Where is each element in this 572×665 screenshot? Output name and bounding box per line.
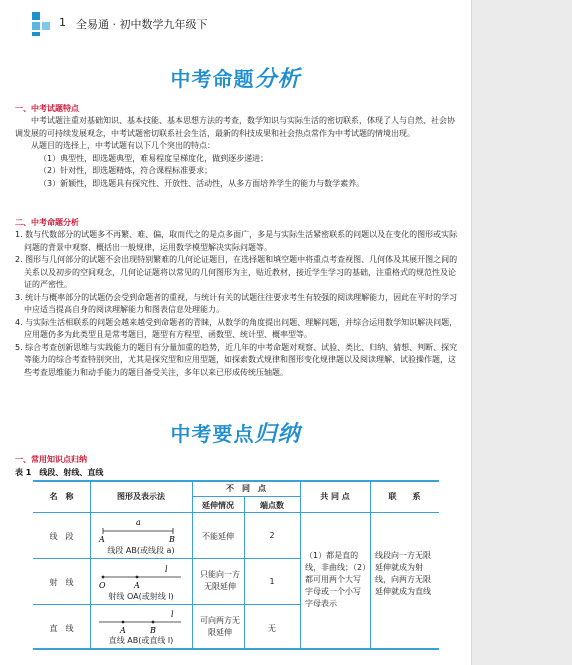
relation-text: 线段向一方无限延伸就成为射线，向两方无限延伸就成为直线 xyxy=(375,551,431,596)
header-endpoints: 端点数 xyxy=(260,501,284,510)
extend-ray: 只能向一方无限延伸 xyxy=(200,570,240,591)
list-item: （2）针对性，即选题精炼，符合课程标准要求； xyxy=(39,166,213,175)
svg-text:A: A xyxy=(99,535,105,543)
endpoints-line: 无 xyxy=(268,624,276,633)
svg-text:B: B xyxy=(150,626,156,634)
paragraph: 从题目的选择上，中考试题有以下几个突出的特点： xyxy=(31,141,215,150)
table-caption: 表 1 线段、射线、直线 xyxy=(15,468,104,477)
figure-caption-segment: 线段 AB(或线段 a) xyxy=(107,546,175,555)
svg-text:O: O xyxy=(99,581,106,589)
book-title: 全易通 · 初中数学九年级下 xyxy=(76,18,208,31)
extend-line: 可向两方无限延伸 xyxy=(200,616,240,637)
list-item: 4. 与实际生活相联系的问题会越来越受到命题者的青睐，从数学的角度提出问题、理解问题，并综合运用数学知识解决问题，应用题仍多为此类型且是常考题目，题型有方程型、函数型、统计型、概率型等。 xyxy=(15,317,458,339)
viewer-background xyxy=(472,0,572,665)
header-relation: 联 系 xyxy=(388,492,421,501)
page-header xyxy=(32,12,432,36)
header-figure: 图形及表示法 xyxy=(117,492,165,501)
header-logo-squares xyxy=(32,12,52,36)
figure-caption-ray: 射线 OA(或射线 l) xyxy=(108,592,174,601)
endpoints-segment: 2 xyxy=(269,531,275,540)
svg-text:A: A xyxy=(134,581,140,589)
svg-text:a: a xyxy=(136,518,141,527)
list-item: （3）新颖性，即选题具有探究性、开放性、活动性，从多方面培养学生的能力与数学素养。 xyxy=(39,178,365,188)
extend-segment: 不能延伸 xyxy=(202,532,234,541)
header-extend: 延伸情况 xyxy=(202,501,234,510)
ray-figure xyxy=(95,563,187,589)
list-item: 5. 综合考查创新思维与实践能力的题目有分量加重的趋势，近几年的中考命题对观察、试验、类比、归纳、猜想、判断、探究等能力的综合考查特别突出，尤其是探究型和应用型题，如探索数式规律和图形变化规律题以及阅读理解、试验操作题，这些考查思维能力和动手能力的题目备受关注，多年以来已形成传统压轴题。 xyxy=(15,342,458,377)
title-exam-analysis: 中考命题分析 xyxy=(170,67,301,92)
line-figure xyxy=(95,608,187,634)
comparison-table xyxy=(33,480,439,650)
common-points: （1）都是直的线，非曲线；（2）都可用两个大写字母或一个小写字母表示 xyxy=(305,551,367,608)
list-item: 3. 统计与概率部分的试题仍会受到命题者的重视，与统计有关的试题往往要求考生有较强的阅读理解能力，因此在平时的学习中应适当提高自身的阅读理解能力和图表信息处理能力。 xyxy=(15,292,458,314)
list-item: （1）典型性，即选题典型，难易程度呈梯度化，做到逐步递进； xyxy=(39,153,269,163)
paragraph: 中考试题注重对基础知识、基本技能、基本思想方法的考查，数学知识与实际生活的密切联系，体现了人与自然、社会协调发展的可持续发展观念，中考试题密切联系社会生活，最新的科技成果和社会热点常作为中考试题的情境出现。 xyxy=(15,116,455,138)
svg-text:l: l xyxy=(165,565,168,574)
header-difference: 不 同 点 xyxy=(226,484,266,493)
segment-figure xyxy=(95,517,187,543)
list-item: 1. 数与代数部分的试题多不再繁、难、偏，取而代之的是点多面广，多是与实际生活紧密联系的问题以及在变化的图形或实际问题的背景中观察、概括出一般规律，运用数学模型解决实际问题等。 xyxy=(15,230,458,252)
svg-text:l: l xyxy=(171,610,174,619)
endpoints-ray: 1 xyxy=(269,577,275,586)
svg-text:B: B xyxy=(169,535,175,543)
section-heading-knowledge: 一、常用知识点归纳 xyxy=(15,455,87,464)
list-item: 2. 图形与几何部分的试题不会出现特别繁难的几何论证题目，在选择题和填空题中将重点考查视图、几何体及其展开图之间的关系以及初步的空间观念，几何论证题将以常见的几何图形为主，贴近教材，接近学生学习的基础，注重格式的规范性及论证的严密性。 xyxy=(15,255,458,289)
section-heading-features: 一、中考试题特点 xyxy=(15,104,79,113)
header-name: 名 称 xyxy=(49,492,74,501)
row-name-ray: 射 线 xyxy=(49,578,74,587)
section-features-body xyxy=(15,115,460,190)
figure-caption-line: 直线 AB(或直线 l) xyxy=(108,636,174,645)
svg-text:A: A xyxy=(120,626,126,634)
title-key-points: 中考要点归纳 xyxy=(170,422,301,447)
section-analysis-body xyxy=(15,229,460,379)
row-name-segment: 线 段 xyxy=(49,532,74,541)
page-number: 1 xyxy=(59,16,66,29)
header-common: 共 同 点 xyxy=(320,492,350,501)
row-name-line: 直 线 xyxy=(49,624,74,633)
section-heading-analysis: 二、中考命题分析 xyxy=(15,218,79,227)
